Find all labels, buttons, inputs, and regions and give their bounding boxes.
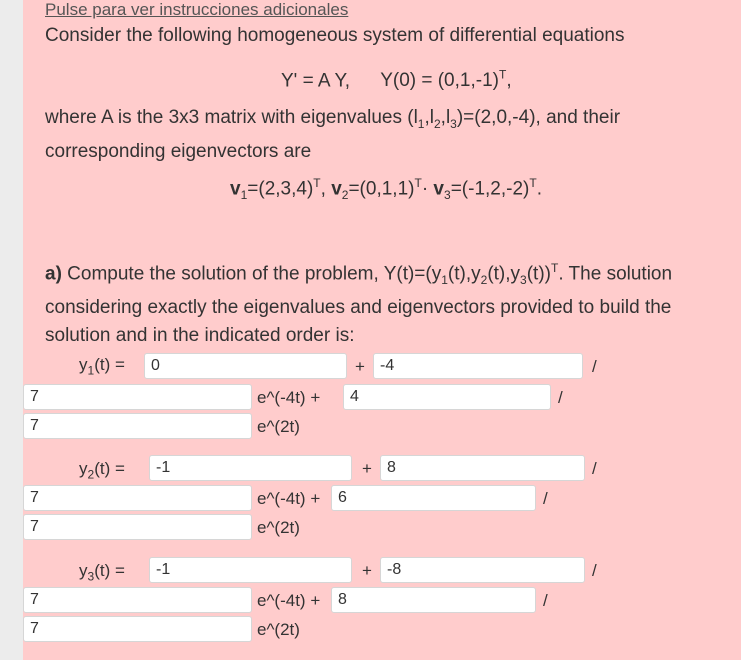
equation-line bbox=[281, 68, 512, 92]
instructions-link[interactable]: Pulse para ver instrucciones adicionales bbox=[45, 0, 349, 19]
y1-coef2-numerator-input[interactable] bbox=[343, 384, 551, 410]
y1-slash-2: / bbox=[558, 388, 563, 407]
initial-condition: $Y(0) = (0,1,-1)^T$, bbox=[380, 68, 512, 92]
y1-label: $y_1(t)$ = bbox=[79, 355, 125, 378]
y2-exp-term-2: e^(2t) bbox=[257, 518, 300, 537]
y2-coef2-denominator-input[interactable] bbox=[23, 514, 252, 540]
y2-constant-input[interactable] bbox=[149, 455, 352, 481]
y1-coef1-denominator-input[interactable] bbox=[23, 384, 252, 410]
left-margin-bar bbox=[0, 0, 23, 660]
y1-exp-term-2: e^(2t) bbox=[257, 417, 300, 436]
equation-lhs: Y' = A Y, bbox=[281, 70, 350, 92]
y2-slash-1: / bbox=[592, 459, 597, 478]
eigenvectors-line: $v_1=(2,3,4)^T$, $v_2=(0,1,1)^T\cdot v_3=(-1,2,-2)^T$. bbox=[230, 176, 542, 203]
y2-label: $y_2(t)$ = bbox=[79, 459, 125, 482]
y2-coef1-numerator-input[interactable] bbox=[380, 455, 585, 481]
y1-plus: + bbox=[355, 357, 365, 376]
y3-coef1-numerator-input[interactable] bbox=[380, 557, 585, 583]
y2-plus: + bbox=[362, 459, 372, 478]
y1-coef2-denominator-input[interactable] bbox=[23, 413, 252, 439]
y3-slash-1: / bbox=[592, 561, 597, 580]
y1-coef1-numerator-input[interactable] bbox=[373, 353, 583, 379]
y3-slash-2: / bbox=[543, 591, 548, 610]
y1-slash-1: / bbox=[592, 357, 597, 376]
y3-coef1-denominator-input[interactable] bbox=[23, 587, 252, 613]
part-a-text: a) Compute the solution of the problem, $Y(t)=(y_1(t),y_2(t),y_3(t))^T$. The solution considering exactly the eigenvalues and eigenvectors provided to build the solution and in the indicated order is: bbox=[45, 261, 673, 347]
y2-slash-2: / bbox=[543, 489, 548, 508]
y3-label: $y_3(t)$ = bbox=[79, 561, 125, 584]
y2-coef1-denominator-input[interactable] bbox=[23, 485, 252, 511]
y3-plus: + bbox=[362, 561, 372, 580]
y3-coef2-numerator-input[interactable] bbox=[331, 587, 536, 613]
y3-exp-term-2: e^(2t) bbox=[257, 620, 300, 639]
y2-exp-term-1: e^(-4t) + bbox=[257, 489, 321, 508]
y3-exp-term-1: e^(-4t) + bbox=[257, 591, 321, 610]
y3-constant-input[interactable] bbox=[149, 557, 352, 583]
y1-exp-term-1: e^(-4t) + bbox=[257, 388, 321, 407]
y2-coef2-numerator-input[interactable] bbox=[331, 485, 536, 511]
eigenvalue-text: where A is the 3x3 matrix with eigenvalues $(l_1,l_2,l_3)=(2,0,-4)$, and their corresponding eigenvectors are bbox=[45, 107, 621, 162]
y1-constant-input[interactable] bbox=[144, 353, 347, 379]
intro-text: Consider the following homogeneous system of differential equations bbox=[45, 25, 625, 46]
question-panel bbox=[23, 0, 741, 660]
y3-coef2-denominator-input[interactable] bbox=[23, 616, 252, 642]
